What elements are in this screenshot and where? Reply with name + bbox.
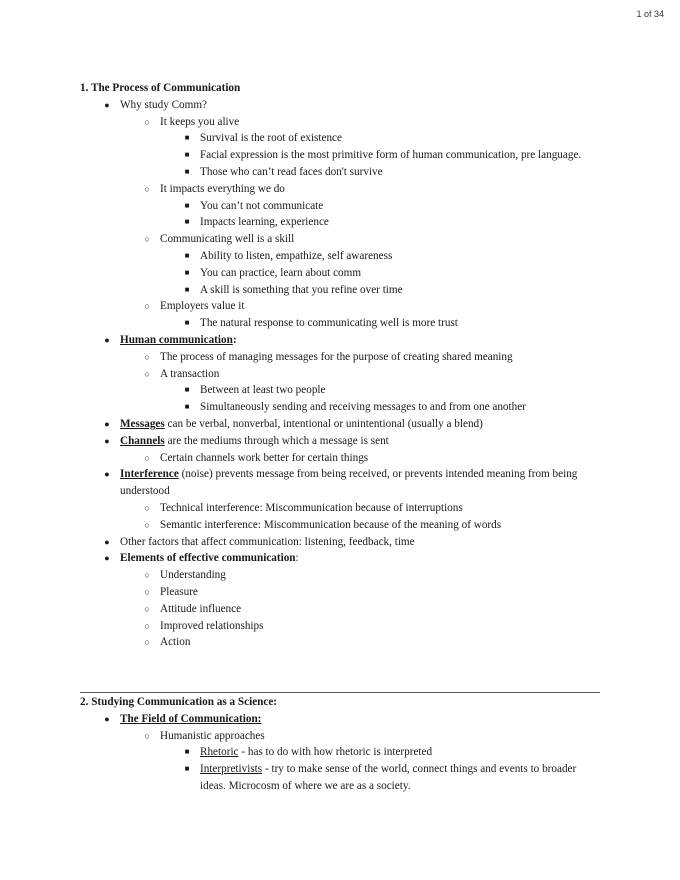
bullet-square-icon: ■ — [184, 166, 190, 176]
list-item — [80, 500, 600, 517]
list-item — [80, 567, 600, 584]
section-divider — [80, 692, 600, 693]
list-item-text: Employers value it — [160, 300, 245, 313]
list-item — [80, 584, 600, 601]
list-item-text: Survival is the root of existence — [200, 132, 342, 145]
list-item — [80, 728, 600, 745]
list-item-text: Semantic interference: Miscommunication because of the meaning of words — [160, 518, 502, 531]
list-item-text: are the mediums through which a message is sent — [164, 434, 389, 447]
bullet-square-icon: ■ — [184, 764, 190, 774]
list-item — [80, 181, 600, 198]
bullet-dot-icon: ● — [104, 469, 110, 480]
list-item-text: Ability to listen, empathize, self awareness — [200, 249, 393, 262]
list-item — [80, 231, 600, 248]
list-item — [80, 130, 600, 147]
term-messages: Messages — [120, 417, 165, 430]
list-item-text: A transaction — [160, 367, 220, 380]
bullet-square-icon: ■ — [184, 385, 190, 395]
list-item-text: Improved relationships — [160, 619, 264, 632]
bullet-dot-icon: ● — [104, 334, 110, 345]
term-elements: Elements of effective communication — [120, 552, 296, 565]
list-item — [80, 517, 600, 534]
list-item-text: You can practice, learn about comm — [200, 266, 362, 279]
list-item-text: Why study Comm? — [120, 98, 208, 111]
list-item — [80, 164, 600, 181]
list-item — [80, 147, 600, 164]
list-item-text: Attitude influence — [160, 602, 242, 615]
bullet-dot-icon: ● — [104, 418, 110, 429]
term-colon: : — [232, 333, 237, 346]
list-item-text: Facial expression is the most primitive form of human communication, pre language. — [200, 149, 582, 162]
list-item — [80, 433, 600, 450]
bullet-square-icon: ■ — [184, 250, 190, 260]
list-item — [80, 265, 600, 282]
bullet-circle-icon: ○ — [144, 570, 150, 581]
list-item-text: Pleasure — [160, 585, 198, 598]
bullet-circle-icon: ○ — [144, 234, 150, 245]
list-item — [80, 601, 600, 618]
term-colon: : — [295, 552, 299, 565]
bullet-circle-icon: ○ — [144, 730, 150, 741]
bullet-circle-icon: ○ — [144, 452, 150, 463]
list-item-text: Action — [160, 636, 191, 649]
bullet-square-icon: ■ — [184, 150, 190, 160]
list-item-text: - has to do with how rhetoric is interpreted — [238, 746, 433, 759]
term-channels: Channels — [120, 434, 165, 447]
bullet-dot-icon: ● — [104, 553, 110, 564]
bullet-dot-icon: ● — [104, 435, 110, 446]
list-item — [80, 114, 600, 131]
bullet-circle-icon: ○ — [144, 519, 150, 530]
list-item — [80, 332, 600, 349]
list-item — [80, 744, 600, 761]
bullet-dot-icon: ● — [104, 536, 110, 547]
list-item-text: - try to make sense of the world, connect things and events to broader ideas. Microcosm of where we are as a society. — [200, 763, 577, 792]
bullet-list — [80, 711, 600, 795]
list-item — [80, 214, 600, 231]
bullet-square-icon: ■ — [184, 267, 190, 277]
list-item — [80, 97, 600, 114]
bullet-circle-icon: ○ — [144, 116, 150, 127]
list-item — [80, 450, 600, 467]
bullet-circle-icon: ○ — [144, 502, 150, 513]
list-item — [80, 382, 600, 399]
list-item-text: It impacts everything we do — [160, 182, 285, 195]
bullet-circle-icon: ○ — [144, 586, 150, 597]
bullet-circle-icon: ○ — [144, 183, 150, 194]
list-item — [80, 282, 600, 299]
section-heading: 1. The Process of Communication — [80, 82, 241, 94]
bullet-circle-icon: ○ — [144, 637, 150, 648]
list-item — [80, 399, 600, 416]
list-item — [80, 466, 600, 500]
list-item-text: Communicating well is a skill — [160, 233, 295, 246]
term-field-of-communication: The Field of Communication: — [120, 712, 262, 725]
term-interference: Interference — [120, 468, 179, 481]
section-process-of-communication — [80, 80, 600, 651]
list-item — [80, 349, 600, 366]
bullet-square-icon: ■ — [184, 318, 190, 328]
bullet-square-icon: ■ — [184, 284, 190, 294]
list-item-text: Those who can’t read faces don't survive — [200, 165, 383, 178]
term-human-communication: Human communication — [120, 333, 233, 346]
list-item-text: Simultaneously sending and receiving messages to and from one another — [200, 401, 526, 414]
bullet-dot-icon: ● — [104, 99, 110, 110]
list-item — [80, 550, 600, 567]
list-item-text: Technical interference: Miscommunication because of interruptions — [160, 501, 463, 514]
list-item — [80, 618, 600, 635]
list-item-text: Between at least two people — [200, 384, 326, 397]
section-studying-communication — [80, 694, 600, 795]
list-item — [80, 248, 600, 265]
list-item-text: Understanding — [160, 569, 226, 582]
bullet-circle-icon: ○ — [144, 368, 150, 379]
list-item — [80, 315, 600, 332]
list-item — [80, 634, 600, 651]
list-item-text: can be verbal, nonverbal, intentional or unintentional (usually a blend) — [164, 417, 483, 430]
list-item-text: You can’t not communicate — [200, 199, 324, 212]
list-item — [80, 711, 600, 728]
list-item-text: The natural response to communicating well is more trust — [200, 317, 458, 330]
bullet-square-icon: ■ — [184, 133, 190, 143]
list-item-text: Certain channels work better for certain things — [160, 451, 369, 464]
list-item-text: Other factors that affect communication: listening, feedback, time — [120, 535, 415, 548]
list-item — [80, 416, 600, 433]
bullet-square-icon: ■ — [184, 200, 190, 210]
bullet-square-icon: ■ — [184, 402, 190, 412]
bullet-circle-icon: ○ — [144, 351, 150, 362]
section-heading: 2. Studying Communication as a Science: — [80, 696, 278, 708]
list-item-text: Impacts learning, experience — [200, 216, 329, 229]
term-interpretivists: Interpretivists — [200, 763, 263, 776]
list-item-text: A skill is something that you refine over time — [200, 283, 403, 296]
term-rhetoric: Rhetoric — [200, 746, 239, 759]
page-number: 1 of 34 — [636, 9, 664, 19]
list-item — [80, 298, 600, 315]
list-item-text: The process of managing messages for the purpose of creating shared meaning — [160, 350, 513, 363]
list-item-text: It keeps you alive — [160, 115, 240, 128]
bullet-circle-icon: ○ — [144, 620, 150, 631]
list-item — [80, 198, 600, 215]
list-item — [80, 366, 600, 383]
bullet-circle-icon: ○ — [144, 603, 150, 614]
list-item — [80, 761, 600, 795]
list-item — [80, 534, 600, 551]
bullet-square-icon: ■ — [184, 217, 190, 227]
bullet-dot-icon: ● — [104, 713, 110, 724]
bullet-square-icon: ■ — [184, 747, 190, 757]
list-item-text: (noise) prevents message from being received, or prevents intended meaning from being understood — [120, 468, 578, 498]
bullet-circle-icon: ○ — [144, 301, 150, 312]
list-item-text: Humanistic approaches — [160, 729, 265, 742]
bullet-list — [80, 97, 600, 651]
